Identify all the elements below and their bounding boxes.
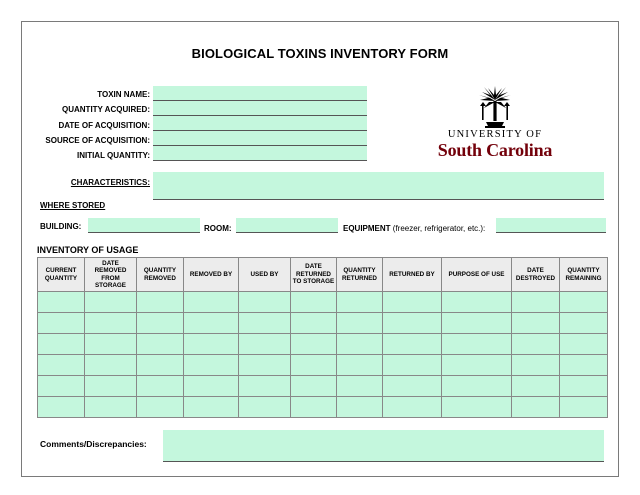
column-header: RETURNED BY bbox=[383, 258, 442, 292]
table-cell[interactable] bbox=[383, 292, 442, 313]
logo-south-carolina: South Carolina bbox=[437, 140, 553, 160]
initial-quantity-label: INITIAL QUANTITY: bbox=[76, 151, 150, 160]
table-cell[interactable] bbox=[383, 376, 442, 397]
table-cell[interactable] bbox=[184, 292, 239, 313]
column-header: PURPOSE OF USE bbox=[442, 258, 512, 292]
table-cell[interactable] bbox=[337, 292, 383, 313]
table-cell[interactable] bbox=[38, 334, 85, 355]
column-header: USED BY bbox=[239, 258, 291, 292]
table-cell[interactable] bbox=[442, 292, 512, 313]
table-row bbox=[38, 313, 608, 334]
table-cell[interactable] bbox=[291, 334, 337, 355]
column-header: DATE DESTROYED bbox=[512, 258, 560, 292]
table-cell[interactable] bbox=[38, 292, 85, 313]
table-cell[interactable] bbox=[85, 292, 137, 313]
table-cell[interactable] bbox=[184, 376, 239, 397]
table-cell[interactable] bbox=[337, 334, 383, 355]
inventory-header-row bbox=[38, 258, 608, 292]
characteristics-label bbox=[0, 178, 150, 187]
table-cell[interactable] bbox=[291, 355, 337, 376]
table-cell[interactable] bbox=[291, 376, 337, 397]
characteristics-field[interactable] bbox=[153, 172, 604, 200]
source-of-acquisition-field[interactable] bbox=[153, 131, 367, 146]
column-header: CURRENT QUANTITY bbox=[38, 258, 85, 292]
table-cell[interactable] bbox=[560, 397, 608, 418]
table-cell[interactable] bbox=[85, 334, 137, 355]
inventory-body bbox=[38, 292, 608, 418]
table-cell[interactable] bbox=[184, 334, 239, 355]
inventory-table bbox=[37, 257, 608, 418]
table-cell[interactable] bbox=[512, 334, 560, 355]
table-cell[interactable] bbox=[239, 376, 291, 397]
table-cell[interactable] bbox=[560, 334, 608, 355]
table-cell[interactable] bbox=[560, 376, 608, 397]
date-of-acquisition-label: DATE OF ACQUISITION: bbox=[58, 121, 150, 130]
column-header: QUANTITY REMAINING bbox=[560, 258, 608, 292]
initial-quantity-field[interactable] bbox=[153, 146, 367, 161]
column-header: DATE RETURNED TO STORAGE bbox=[291, 258, 337, 292]
table-cell[interactable] bbox=[137, 292, 184, 313]
table-cell[interactable] bbox=[38, 397, 85, 418]
equipment-label-text: EQUIPMENT bbox=[343, 224, 391, 233]
table-cell[interactable] bbox=[38, 355, 85, 376]
table-cell[interactable] bbox=[442, 355, 512, 376]
table-cell[interactable] bbox=[184, 313, 239, 334]
table-cell[interactable] bbox=[442, 334, 512, 355]
table-cell[interactable] bbox=[239, 397, 291, 418]
table-cell[interactable] bbox=[137, 313, 184, 334]
table-row bbox=[38, 355, 608, 376]
table-cell[interactable] bbox=[383, 334, 442, 355]
column-header: QUANTITY RETURNED bbox=[337, 258, 383, 292]
table-cell[interactable] bbox=[560, 355, 608, 376]
column-header: DATE REMOVED FROM STORAGE bbox=[85, 258, 137, 292]
table-cell[interactable] bbox=[560, 313, 608, 334]
table-row bbox=[38, 334, 608, 355]
column-header: REMOVED BY bbox=[184, 258, 239, 292]
table-cell[interactable] bbox=[239, 292, 291, 313]
inventory-heading: INVENTORY OF USAGE bbox=[37, 245, 139, 255]
where-stored-heading: WHERE STORED bbox=[40, 201, 106, 210]
column-header: QUANTITY REMOVED bbox=[137, 258, 184, 292]
building-field[interactable] bbox=[88, 218, 200, 233]
table-cell[interactable] bbox=[337, 397, 383, 418]
table-cell[interactable] bbox=[442, 313, 512, 334]
toxin-name-label: TOXIN NAME: bbox=[97, 90, 150, 99]
toxin-name-field[interactable] bbox=[153, 86, 367, 101]
table-cell[interactable] bbox=[239, 313, 291, 334]
table-cell[interactable] bbox=[85, 355, 137, 376]
table-cell[interactable] bbox=[137, 355, 184, 376]
table-cell[interactable] bbox=[137, 376, 184, 397]
table-row bbox=[38, 397, 608, 418]
table-cell[interactable] bbox=[383, 313, 442, 334]
university-logo bbox=[420, 86, 570, 164]
table-cell[interactable] bbox=[85, 313, 137, 334]
table-cell[interactable] bbox=[383, 355, 442, 376]
table-cell[interactable] bbox=[512, 397, 560, 418]
table-cell[interactable] bbox=[291, 292, 337, 313]
table-cell[interactable] bbox=[239, 355, 291, 376]
table-cell[interactable] bbox=[291, 313, 337, 334]
comments-field[interactable] bbox=[163, 430, 604, 462]
table-cell[interactable] bbox=[239, 334, 291, 355]
characteristics-text: CHARACTERISTICS: bbox=[70, 178, 150, 187]
table-cell[interactable] bbox=[38, 313, 85, 334]
equipment-field[interactable] bbox=[496, 218, 606, 233]
table-cell[interactable] bbox=[337, 355, 383, 376]
table-cell[interactable] bbox=[38, 376, 85, 397]
table-cell[interactable] bbox=[512, 313, 560, 334]
room-field[interactable] bbox=[236, 218, 338, 233]
table-cell[interactable] bbox=[512, 376, 560, 397]
building-label: BUILDING: bbox=[40, 222, 82, 231]
table-cell[interactable] bbox=[85, 376, 137, 397]
table-cell[interactable] bbox=[137, 334, 184, 355]
table-cell[interactable] bbox=[85, 397, 137, 418]
form-title: BIOLOGICAL TOXINS INVENTORY FORM bbox=[191, 46, 449, 61]
table-cell[interactable] bbox=[512, 355, 560, 376]
date-of-acquisition-field[interactable] bbox=[153, 116, 367, 131]
logo-university-of: UNIVERSITY OF bbox=[447, 129, 543, 140]
room-label: ROOM: bbox=[204, 224, 232, 233]
source-of-acquisition-label: SOURCE OF ACQUISITION: bbox=[45, 136, 150, 145]
table-cell[interactable] bbox=[184, 355, 239, 376]
table-cell[interactable] bbox=[442, 397, 512, 418]
table-cell[interactable] bbox=[337, 313, 383, 334]
table-cell[interactable] bbox=[560, 292, 608, 313]
table-cell[interactable] bbox=[512, 292, 560, 313]
quantity-acquired-label: QUANTITY ACQUIRED: bbox=[62, 105, 150, 114]
table-row bbox=[38, 292, 608, 313]
table-cell[interactable] bbox=[442, 376, 512, 397]
table-cell[interactable] bbox=[383, 397, 442, 418]
table-cell[interactable] bbox=[137, 397, 184, 418]
palmetto-tree-icon bbox=[420, 86, 570, 130]
table-row bbox=[38, 376, 608, 397]
table-cell[interactable] bbox=[184, 397, 239, 418]
equipment-label bbox=[343, 224, 485, 233]
table-cell[interactable] bbox=[291, 397, 337, 418]
equipment-hint: (freezer, refrigerator, etc.): bbox=[392, 224, 486, 233]
table-cell[interactable] bbox=[337, 376, 383, 397]
quantity-acquired-field[interactable] bbox=[153, 101, 367, 116]
comments-label: Comments/Discrepancies: bbox=[40, 439, 147, 449]
